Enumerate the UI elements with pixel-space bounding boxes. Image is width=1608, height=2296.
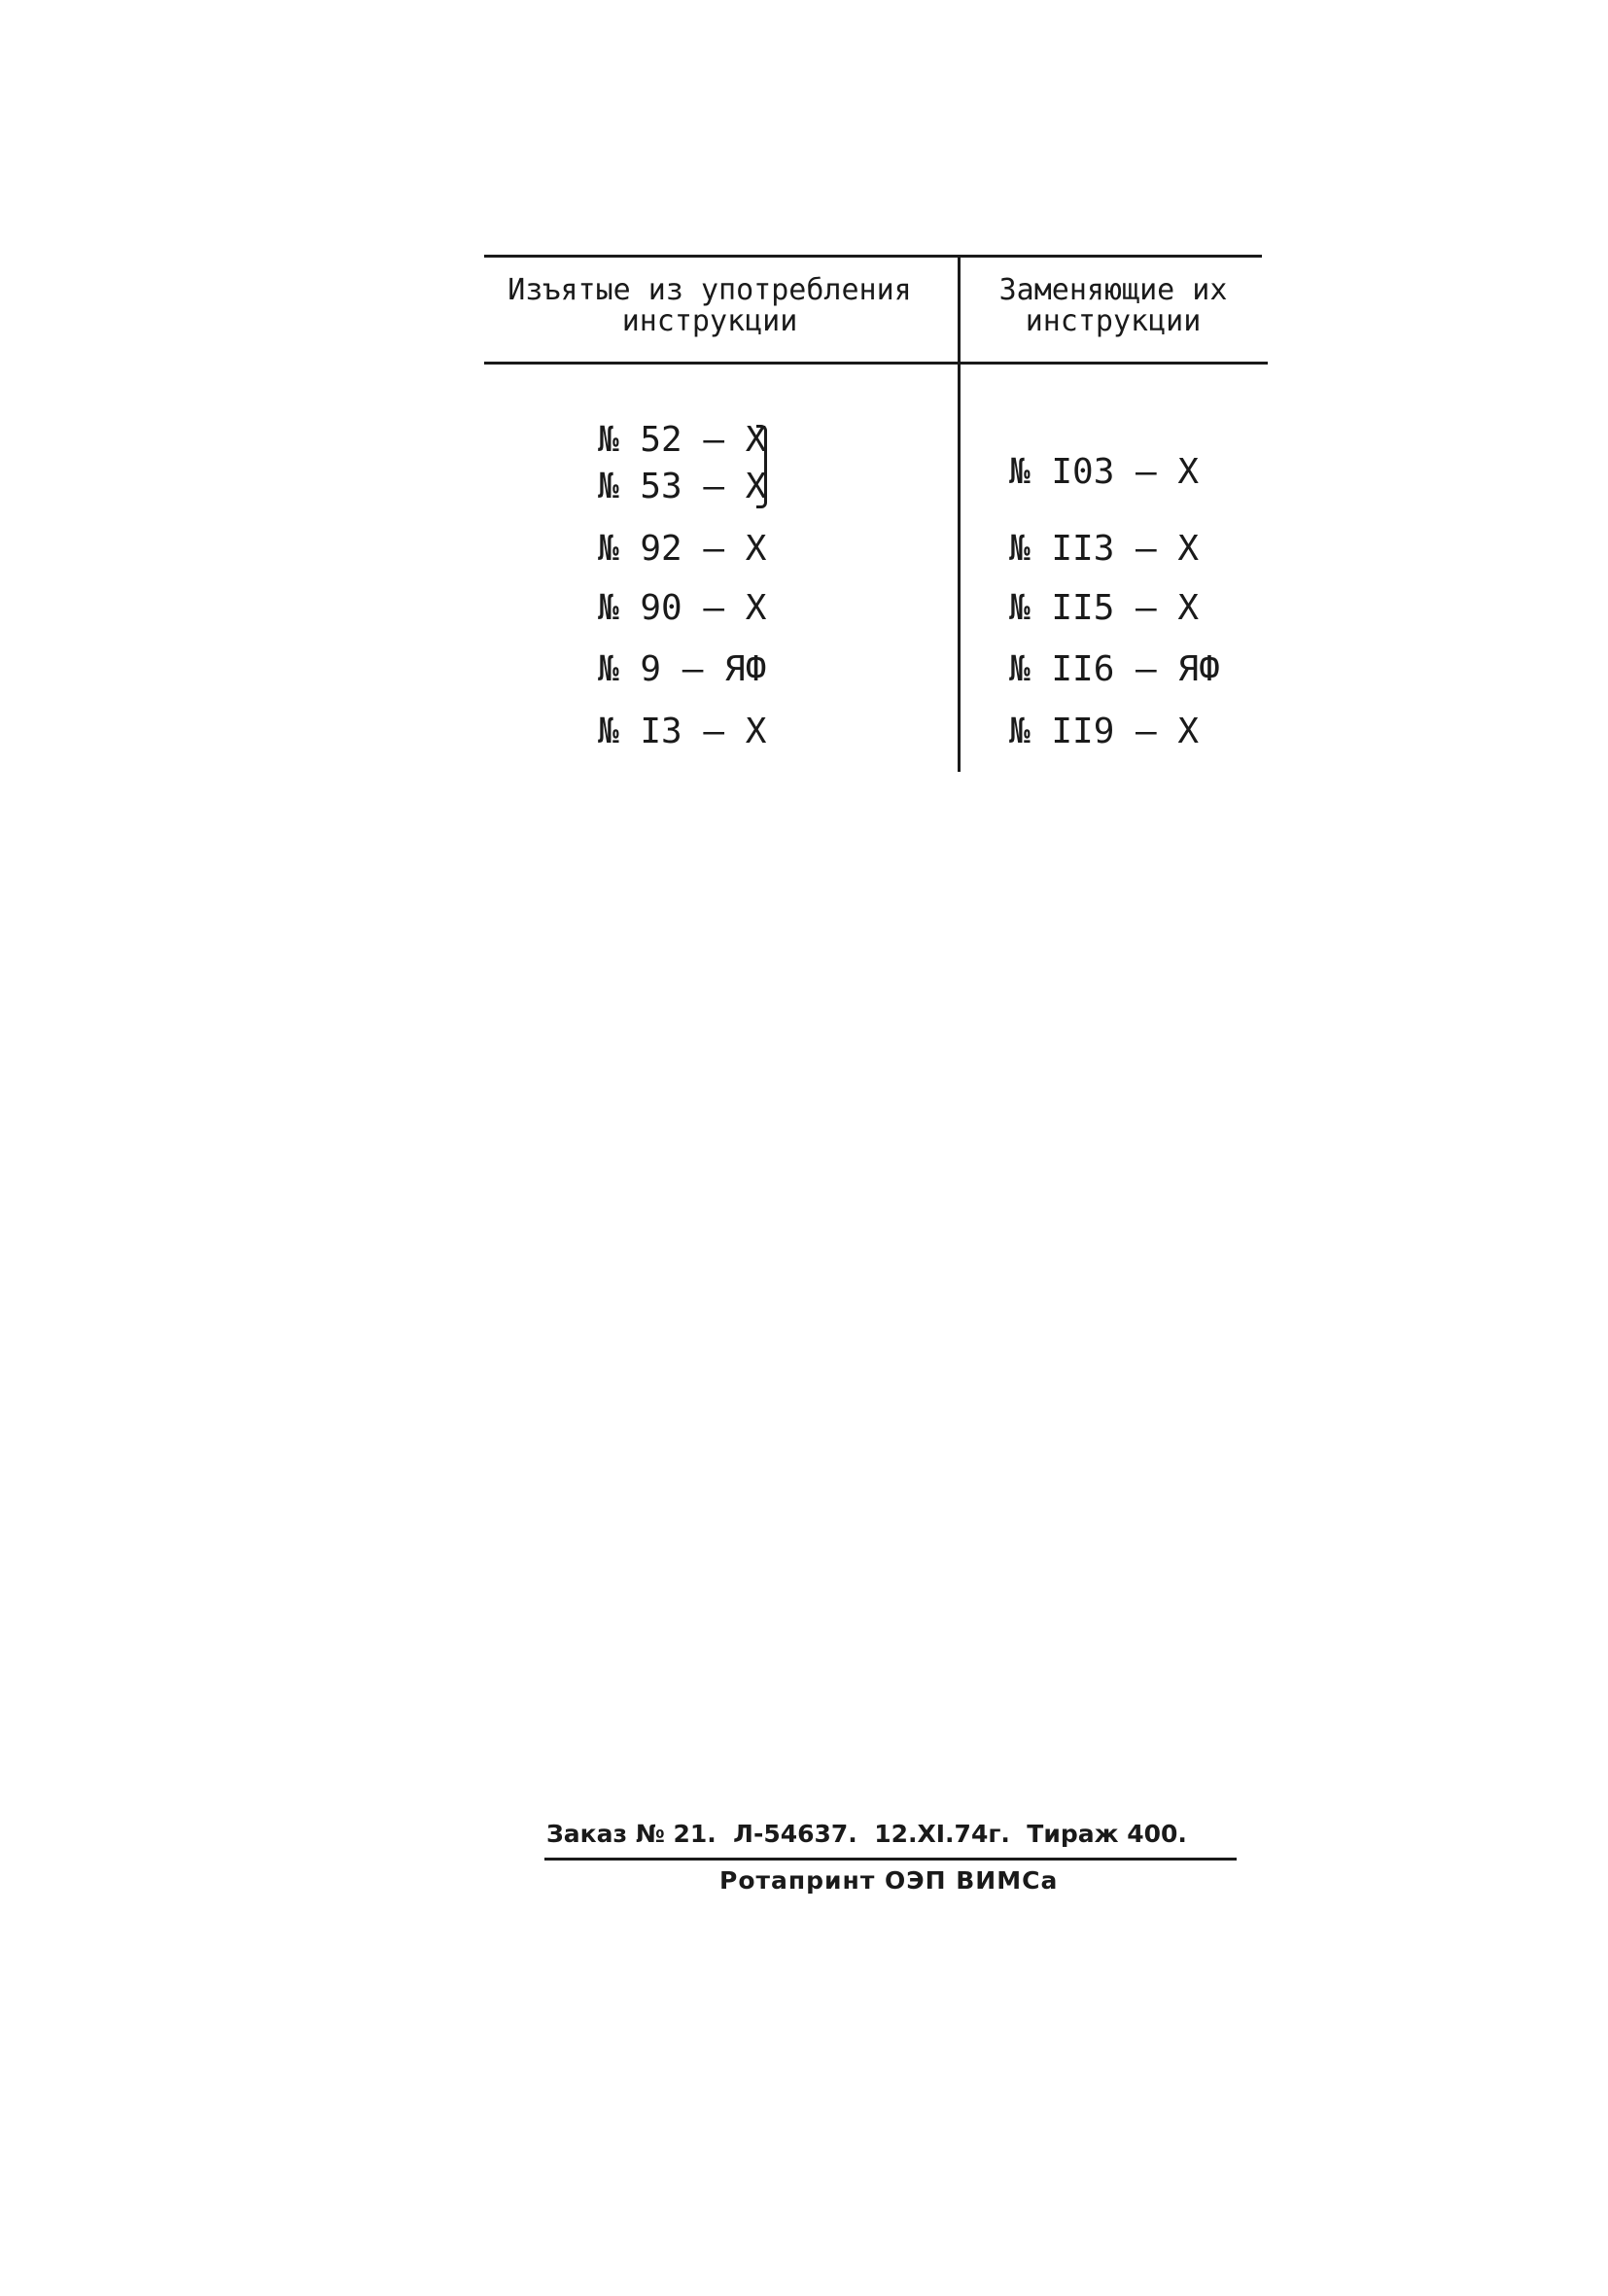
imprint-printer-line: Ротапринт ОЭП ВИМСа [719, 1866, 1059, 1895]
table-header-rule [484, 362, 1268, 365]
withdrawn-item: № 90 – Х [598, 588, 767, 628]
imprint-rule [544, 1858, 1237, 1861]
replacing-item: № II3 – Х [1009, 529, 1200, 569]
withdrawn-item: № 52 – Х [598, 420, 767, 460]
withdrawn-item: № 53 – Х [598, 467, 767, 506]
header-withdrawn-instructions: Изъятые из употребления инструкции [507, 273, 912, 338]
grouping-brace [756, 425, 767, 508]
withdrawn-item: № I3 – Х [598, 712, 767, 751]
replacing-item: № II6 – ЯФ [1009, 649, 1220, 689]
replacing-item: № I03 – Х [1009, 452, 1200, 492]
withdrawn-item: № 9 – ЯФ [598, 649, 767, 689]
imprint-order-line: Заказ № 21. Л-54637. 12.ХI.74г. Тираж 400. [546, 1820, 1187, 1848]
table-column-divider [958, 255, 961, 772]
withdrawn-item: № 92 – Х [598, 529, 767, 569]
header-replacing-instructions: Заменяющие их инструкции [998, 273, 1228, 338]
table-top-rule [484, 255, 1262, 258]
replacing-item: № II9 – Х [1009, 712, 1200, 751]
replacing-item: № II5 – Х [1009, 588, 1200, 628]
